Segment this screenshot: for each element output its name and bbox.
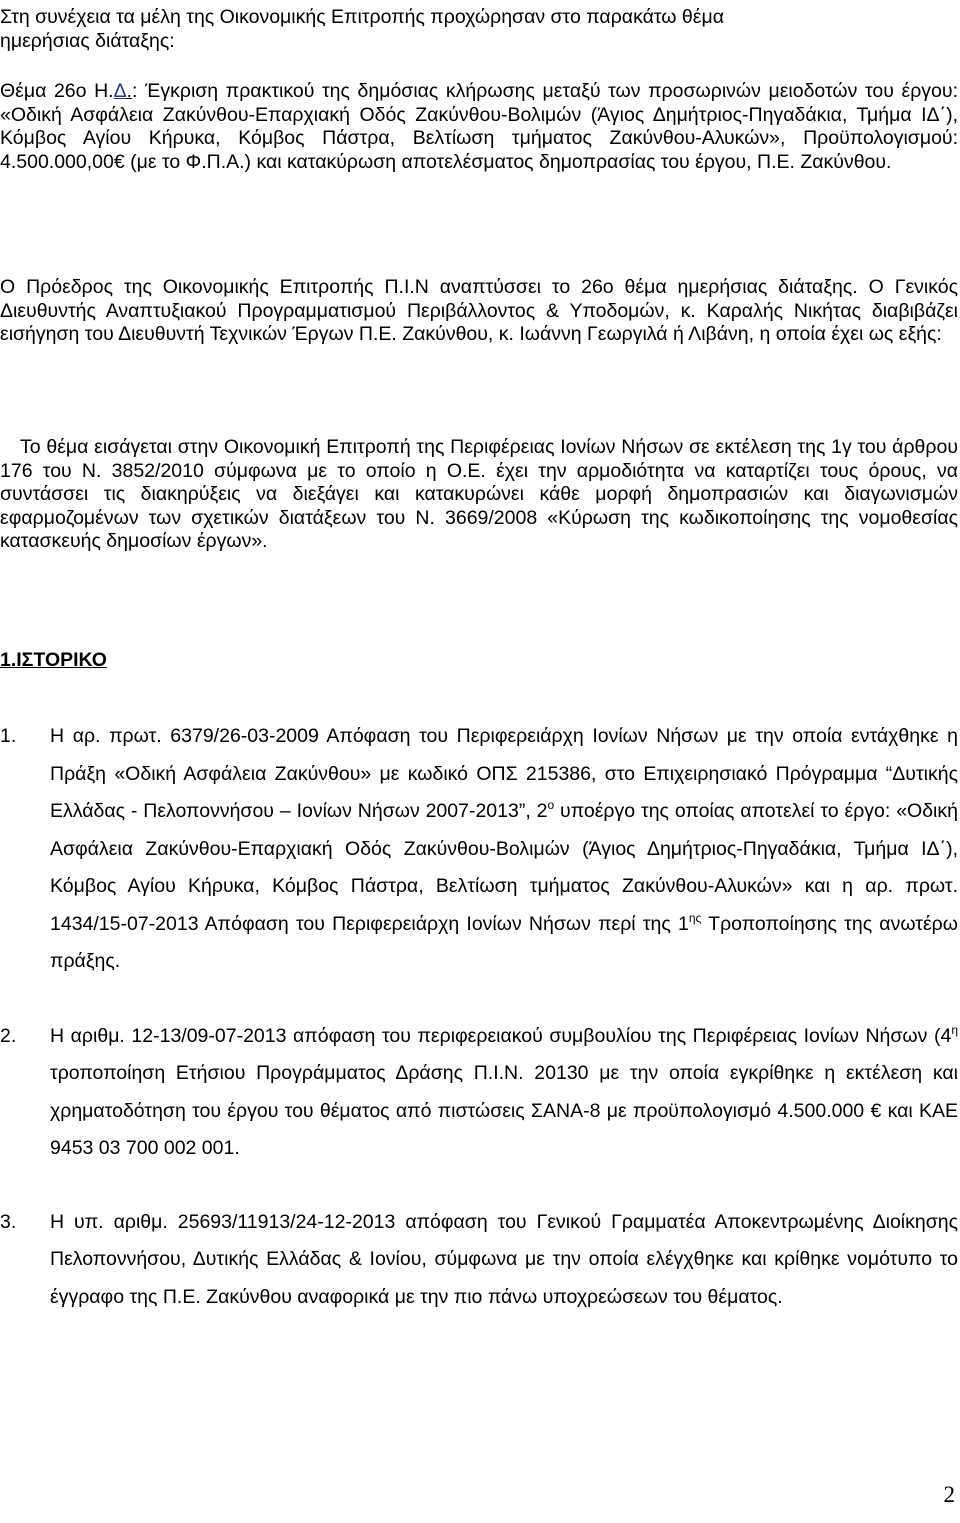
competence-text: Το θέμα εισάγεται στην Οικονομική Επιτροπή της Περιφέρειας Ιονίων Νήσων σε εκτέλεση της 1γ του άρθρου 176 του Ν. 3852/2010 σύμφωνα με το οποίο η Ο.Ε. έχει την αρμοδιότητα να καταρτίζει τους όρους, να συντάσσει τις διακηρύξεις να διεξάγει και κατακυρώνει κάθε μορφή δημοπρασιών και διαγωνισμών εφαρμοζομένων των σχετικών διατάξεων του Ν. 3669/2008 «Κύρωση της κωδικοποίησης της νομοθεσίας κατασκευής δημοσίων έργων». (0, 436, 958, 552)
history-item-text: υποέργο της οποίας αποτελεί το έργο: «Οδική Ασφάλεια Ζακύνθου-Επαρχιακή Οδός Ζακύνθου-Βολιμών (Άγιος Δημήτριος-Πηγαδάκια, Τμήμα ΙΔ΄), Κόμβος Αγίου Κήρυκα, Κόμβος Πάστρα, Βελτίωση τμήματος Ζακύνθου-Αλυκών» και η αρ. πρωτ. 1434/15-07-2013 Απόφαση του Περιφερειάρχη Ιονίων Νήσων περί της 1 (50, 800, 958, 935)
history-item-text: Τροποποίησης της ανωτέρω πράξης. (50, 912, 958, 972)
history-item-number: 1. (0, 725, 17, 747)
subject-label-delta: Δ (113, 80, 127, 102)
page-number: 2 (943, 1482, 955, 1507)
history-item-number: 3. (0, 1210, 17, 1233)
history-item (0, 718, 958, 981)
history-item-number: 2. (0, 1024, 17, 1047)
history-item (0, 1018, 958, 1168)
history-item-text: Η αριθμ. 12-13/09-07-2013 απόφαση του περιφερειακού συμβουλίου της Περιφέρειας Ιονίων Νήσων (4 (50, 1024, 952, 1047)
superscript: ο (547, 798, 555, 812)
history-list (0, 718, 958, 1316)
subject-label-text: Θέμα 26ο Η. (0, 80, 114, 102)
history-item-text: Η υπ. αριθμ. 25693/11913/24-12-2013 απόφαση του Γενικού Γραμματέα Αποκεντρωμένης Διοίκησης Πελοποννήσου, Δυτικής Ελλάδας & Ιονίου, σύμφωνα με την οποία ελέγχθηκε και κρίθηκε νομότυπο το έγγραφο της Π.Ε. Ζακύνθου αναφορικά με την πιο πάνω υποχρεώσεων του θέματος. (50, 1210, 958, 1308)
history-item-text: τροποποίηση Ετήσιου Προγράμματος Δράσης Π.Ι.Ν. 20130 με την οποία εγκρίθηκε η εκτέλεση και χρηματοδότηση του έργου του θέματος από πιστώσεις ΣΑΝΑ-8 με προϋπολογισμό 4.500.000 € και ΚΑΕ 9453 03 700 002 001. (50, 1062, 958, 1159)
subject-label-dot: . (126, 80, 133, 102)
subject-paragraph (0, 80, 958, 174)
president-paragraph: Ο Πρόεδρος της Οικονομικής Επιτροπής Π.Ι.Ν αναπτύσσει το 26ο θέμα ημερήσιας διάταξης. Ο Γενικός Διευθυντής Αναπτυξιακού Προγραμματισμού Περιβάλλοντος & Υποδομών, κ. Καραλής Νικήτας διαβιβάζει εισήγηση του Διευθυντή Τεχνικών Έργων Π.Ε. Ζακύνθου, κ. Ιωάννη Γεωργιλά ή Λιβάνη, η οποία έχει ως εξής: (0, 276, 958, 345)
subject-text: : Έγκριση πρακτικού της δημόσιας κλήρωσης μεταξύ των προσωρινών μειοδοτών του έργου: «Οδική Ασφάλεια Ζακύνθου-Επαρχιακή Οδός Ζακύνθου-Βολιμών (Άγιος Δημήτριος-Πηγαδάκια, Τμήμα ΙΔ΄), Κόμβος Αγίου Κήρυκα, Κόμβος Πάστρα, Βελτίωση τμήματος Ζακύνθου-Αλυκών», Προϋπολογισμού: 4.500.000,00€ (με το Φ.Π.Α.) και κατακύρωση αποτελέσματος δημοπρασίας του έργου, Π.Ε. Ζακύνθου. (0, 80, 958, 173)
competence-paragraph (0, 436, 958, 554)
intro-paragraph: Στη συνέχεια τα μέλη της Οικονομικής Επιτροπής προχώρησαν στο παρακάτω θέμα ημερήσιας διάταξης: (0, 6, 724, 52)
section-title: 1.ΙΣΤΟΡΙΚΟ (0, 649, 107, 671)
history-item (0, 1204, 958, 1317)
subject-label (0, 80, 132, 102)
superscript: η (951, 1022, 958, 1037)
history-item-text: Η αρ. πρωτ. 6379/26-03-2009 Απόφαση του Περιφερειάρχη Ιονίων Νήσων με την οποία εντάχθηκε η Πράξη «Οδική Ασφάλεια Ζακύνθου» με κωδικό ΟΠΣ 215386, στο Επιχειρησιακό Πρόγραμμα “Δυτικής Ελλάδας - Πελοποννήσου – Ιονίων Νήσων 2007-2013”, 2 (50, 725, 958, 822)
superscript: ης (688, 910, 702, 925)
